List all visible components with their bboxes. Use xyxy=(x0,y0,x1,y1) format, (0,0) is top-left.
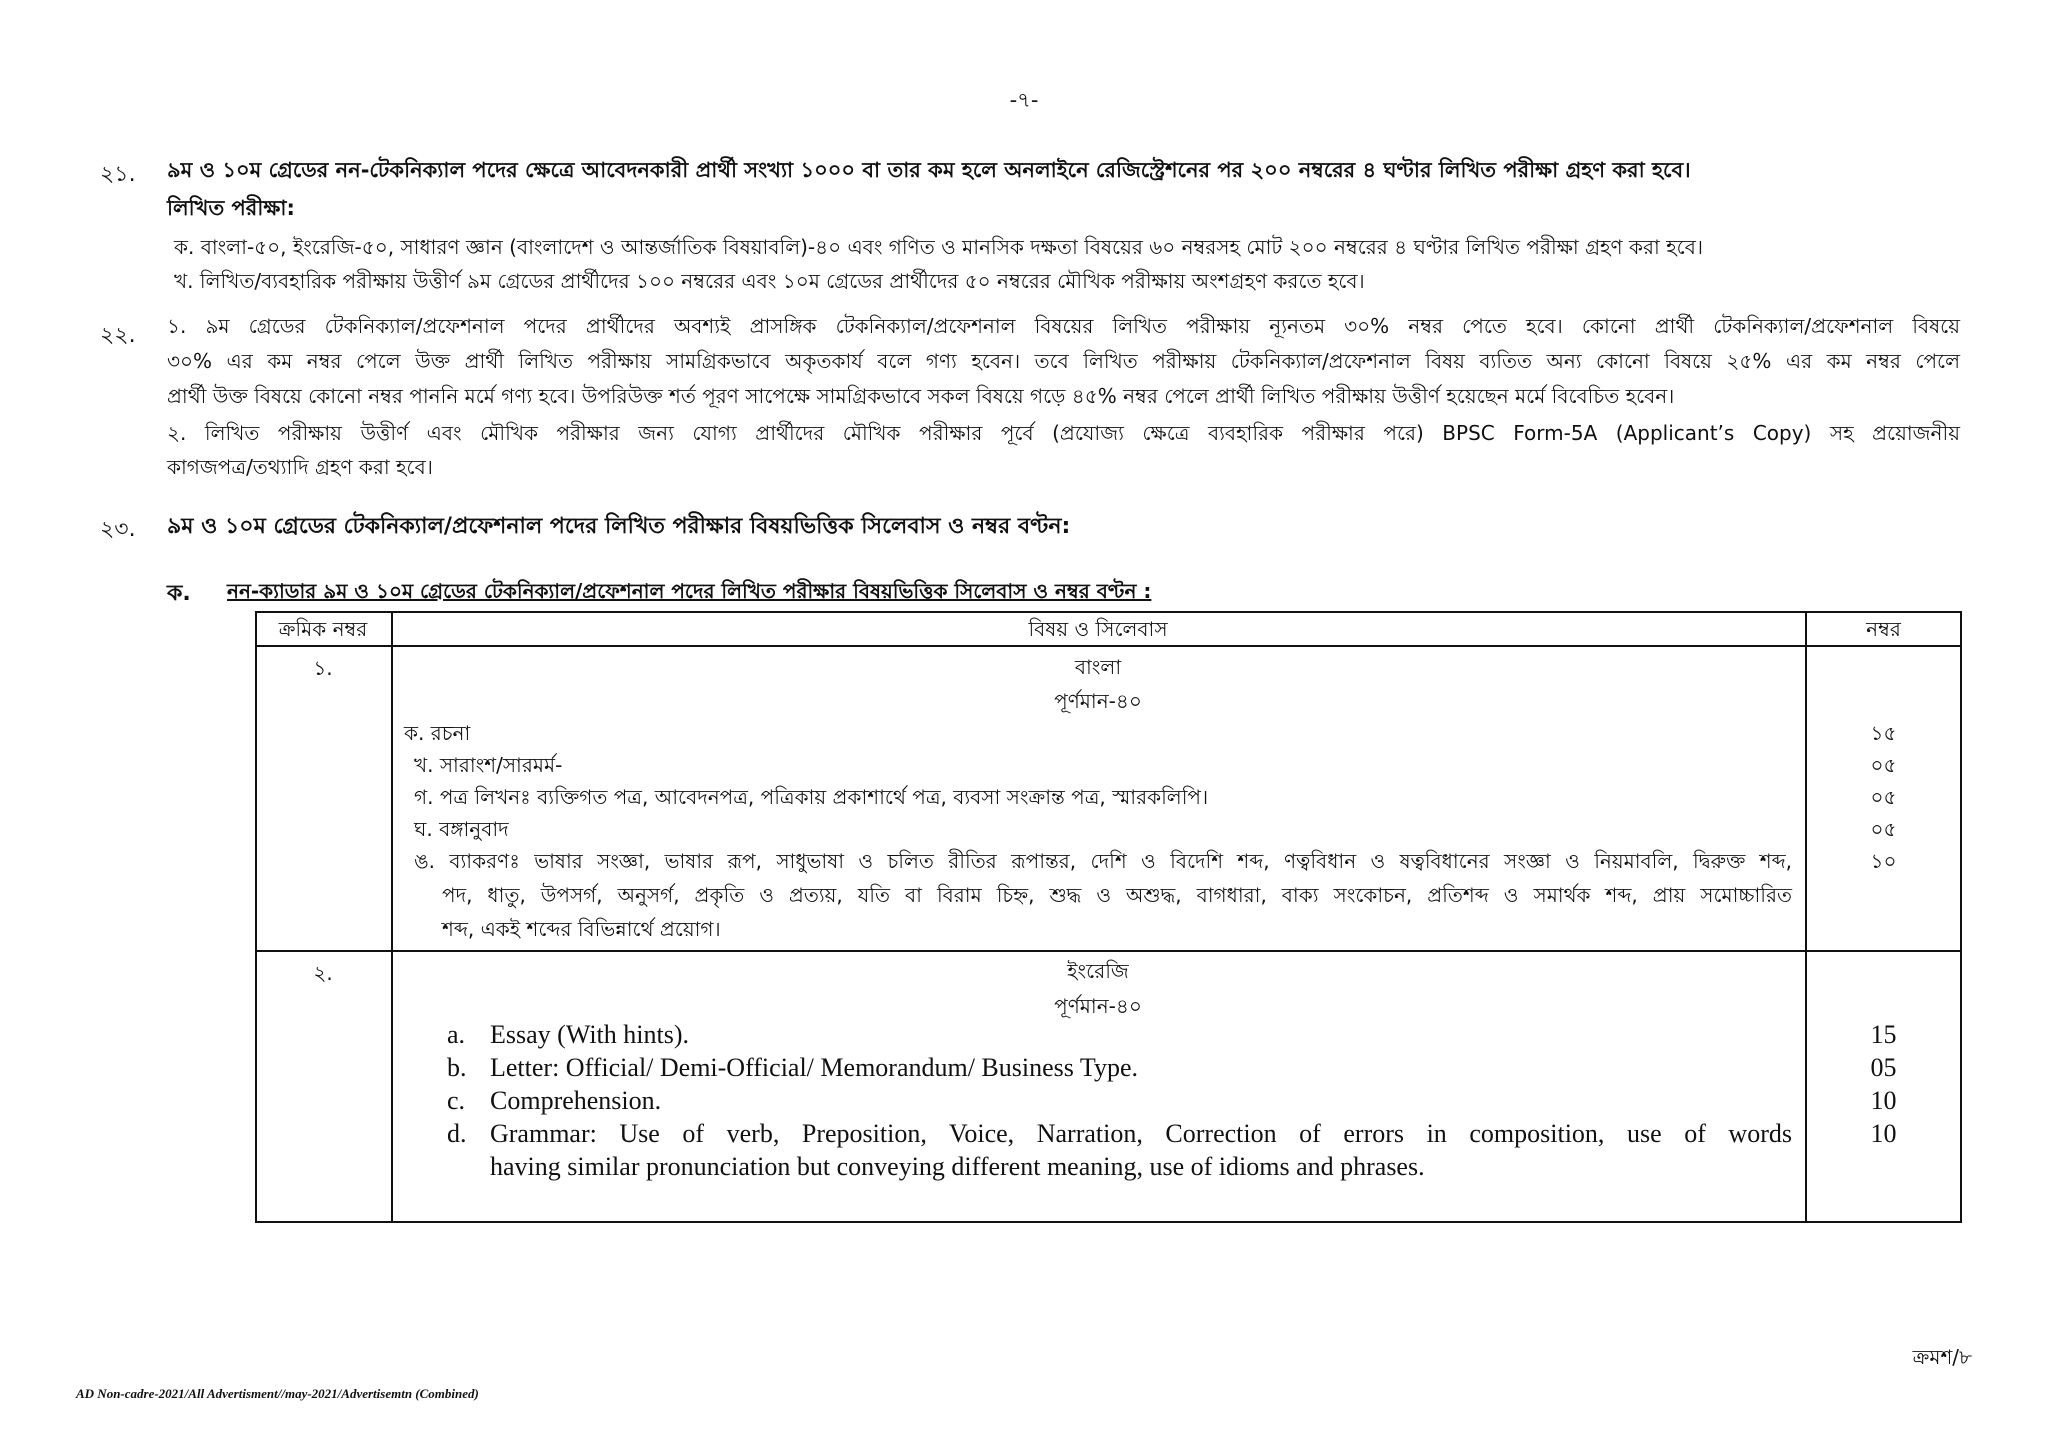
section-21-item-ka: ক. বাংলা-৫০, ইংরেজি-৫০, সাধারণ জ্ঞান (বাংলাদেশ ও আন্তর্জাতিক বিষয়াবলি)-৪০ এবং গণিত ও মানসিক দক্ষতা বিষয়ের ৬০ নম্বরসহ মোট ২০০ নম্বরের ৪ ঘণ্টার লিখিত পরীক্ষা গ্রহণ করা হবে। xyxy=(174,235,1703,259)
row2-item-b: Letter: Official/ Demi-Official/ Memorandum/ Business Type. xyxy=(490,1053,1139,1082)
row1-item-ka-marks: ১৫ xyxy=(1870,721,1897,745)
row1-item-kha: খ. সারাংশ/সারমর্ম- xyxy=(414,753,563,777)
section-22-para2-line2: কাগজপত্র/তথ্যাদি গ্রহণ করা হবে। xyxy=(167,455,433,479)
row2-grammar-line2: having similar pronunciation but conveying different meaning, use of idioms and phrases. xyxy=(490,1152,1425,1181)
row2-item-d-label: d. xyxy=(447,1119,467,1148)
row1-item-gha: ঘ. বঙ্গানুবাদ xyxy=(414,817,509,841)
header-marks: নম্বর xyxy=(1866,617,1901,641)
continued-note: ক্রমশ/৮ xyxy=(1912,1345,1972,1369)
header-subject: বিষয় ও সিলেবাস xyxy=(1028,617,1168,641)
row1-serial: ১. xyxy=(313,656,333,680)
row1-item-kha-marks: ০৫ xyxy=(1870,753,1897,777)
row1-item-unga: ঙ. ব্যাকরণঃ ভাষার সংজ্ঞা, ভাষার রূপ, সাধুভাষা ও চলিত রীতির রূপান্তর, দেশি ও বিদেশি শব্দ, ণত্ববিধান ও ষত্ববিধানের সংজ্ঞা ও নিয়মাবলি, দ্বিরুক্ত শব্দ, xyxy=(414,849,1792,873)
row2-item-a: Essay (With hints). xyxy=(490,1020,689,1049)
section-21-number: ২১. xyxy=(100,162,136,187)
section-23-sub-label: ক. xyxy=(167,581,191,606)
table-row-divider xyxy=(255,950,1962,952)
section-22-number: ২২. xyxy=(100,323,136,348)
section-23-heading: ৯ম ও ১০ম গ্রেডের টেকনিক্যাল/প্রফেশনাল পদের লিখিত পরীক্ষার বিষয়ভিত্তিক সিলেবাস ও নম্বর বণ্টন: xyxy=(167,514,1071,539)
row2-item-c: Comprehension. xyxy=(490,1086,662,1115)
row2-item-a-label: a. xyxy=(447,1020,466,1049)
row2-item-c-label: c. xyxy=(447,1086,466,1115)
header-serial: ক্রমিক নম্বর xyxy=(278,617,368,641)
row1-item-ka: ক. রচনা xyxy=(404,721,471,745)
section-21-item-kha: খ. লিখিত/ব্যবহারিক পরীক্ষায় উত্তীর্ণ ৯ম গ্রেডের প্রার্থীদের ১০০ নম্বরের এবং ১০ম গ্রেডের প্রার্থীদের ৫০ নম্বরের মৌখিক পরীক্ষায় অংশগ্রহণ করতে হবে। xyxy=(174,269,1365,293)
row2-item-b-label: b. xyxy=(447,1053,467,1082)
section-21-subheading: লিখিত পরীক্ষা: xyxy=(167,196,295,220)
row2-subject: ইংরেজি xyxy=(1067,959,1129,983)
section-23-number: ২৩. xyxy=(100,517,136,542)
row2-item-a-marks: 15 xyxy=(1870,1020,1897,1049)
row2-serial: ২. xyxy=(313,961,333,985)
row1-grammar-line3: শব্দ, একই শব্দের বিভিন্নার্থে প্রয়োগ। xyxy=(442,917,721,941)
row2-item-b-marks: 05 xyxy=(1870,1053,1897,1082)
row1-item-unga-marks: ১০ xyxy=(1870,849,1897,873)
row1-item-ga: গ. পত্র লিখনঃ ব্যক্তিগত পত্র, আবেদনপত্র, পত্রিকায় প্রকাশার্থে পত্র, ব্যবসা সংক্রান্ত পত্র, স্মারকলিপি। xyxy=(414,785,1209,809)
section-23-subheading: নন-ক্যাডার ৯ম ও ১০ম গ্রেডের টেকনিক্যাল/প্রফেশনাল পদের লিখিত পরীক্ষার বিষয়ভিত্তিক সিলেবাস ও নম্বর বণ্টন : xyxy=(227,579,1152,603)
row2-item-d: Grammar: Use of verb, Preposition, Voice, Narration, Correction of errors in composition, use of words xyxy=(490,1119,1792,1148)
row1-item-gha-marks: ০৫ xyxy=(1870,817,1897,841)
section-22-para2-line1: ২. লিখিত পরীক্ষায় উত্তীর্ণ এবং মৌখিক পরীক্ষার জন্য যোগ্য প্রার্থীদের মৌখিক পরীক্ষার পূর্বে (প্রযোজ্য ক্ষেত্রে ব্যবহারিক পরীক্ষার পরে) BPSC Form-5A (Applicant’s Copy) সহ প্রয়োজনীয় xyxy=(167,421,1960,445)
section-22-para1-line1: ১. ৯ম গ্রেডের টেকনিক্যাল/প্রফেশনাল পদের প্রার্থীদের অবশ্যই প্রাসঙ্গিক টেকনিক্যাল/প্রফেশনাল বিষয়ের লিখিত পরীক্ষায় ন্যূনতম ৩০% নম্বর পেতে হবে। কোনো প্রার্থী টেকনিক্যাল/প্রফেশনাল বিষয়ে xyxy=(167,314,1960,338)
row2-full-marks: পূর্ণমান-৪০ xyxy=(1054,994,1142,1018)
page-number: -৭- xyxy=(1009,88,1039,112)
section-22-para1-line2: ৩০% এর কম নম্বর পেলে উক্ত প্রার্থী লিখিত পরীক্ষায় সামগ্রিকভাবে অকৃতকার্য বলে গণ্য হবেন। তবে লিখিত পরীক্ষায় টেকনিক্যাল/প্রফেশনাল বিষয় ব্যতিত অন্য কোনো বিষয়ে ২৫% এর কম নম্বর পেলে xyxy=(167,349,1960,373)
syllabus-table xyxy=(255,611,1962,1223)
footer-note: AD Non-cadre-2021/All Advertisment//may-2021/Advertisemtn (Combined) xyxy=(76,1386,479,1401)
row1-full-marks: পূর্ণমান-৪০ xyxy=(1054,689,1142,713)
row2-item-d-marks: 10 xyxy=(1870,1119,1897,1148)
row1-grammar-line2: পদ, ধাতু, উপসর্গ, অনুসর্গ, প্রকৃতি ও প্রত্যয়, যতি বা বিরাম চিহ্ন, শুদ্ধ ও অশুদ্ধ, বাগধারা, বাক্য সংকোচন, প্রতিশব্দ ও সমার্থক শব্দ, প্রায় সমোচ্চারিত xyxy=(442,883,1792,907)
section-22-para1-line3: প্রার্থী উক্ত বিষয়ে কোনো নম্বর পাননি মর্মে গণ্য হবে। উপরিউক্ত শর্ত পূরণ সাপেক্ষে সামগ্রিকভাবে সকল বিষয়ে গড়ে ৪৫% নম্বর পেলে প্রার্থী লিখিত পরীক্ষায় উত্তীর্ণ হয়েছেন মর্মে বিবেচিত হবেন। xyxy=(167,384,1675,408)
row1-subject: বাংলা xyxy=(1074,655,1122,679)
row1-item-ga-marks: ০৫ xyxy=(1870,785,1897,809)
section-21-heading: ৯ম ও ১০ম গ্রেডের নন-টেকনিক্যাল পদের ক্ষেত্রে আবেদনকারী প্রার্থী সংখ্যা ১০০০ বা তার কম হলে অনলাইনে রেজিস্ট্রেশনের পর ২০০ নম্বরের ৪ ঘণ্টার লিখিত পরীক্ষা গ্রহণ করা হবে। xyxy=(167,158,1691,182)
row2-item-c-marks: 10 xyxy=(1870,1086,1897,1115)
